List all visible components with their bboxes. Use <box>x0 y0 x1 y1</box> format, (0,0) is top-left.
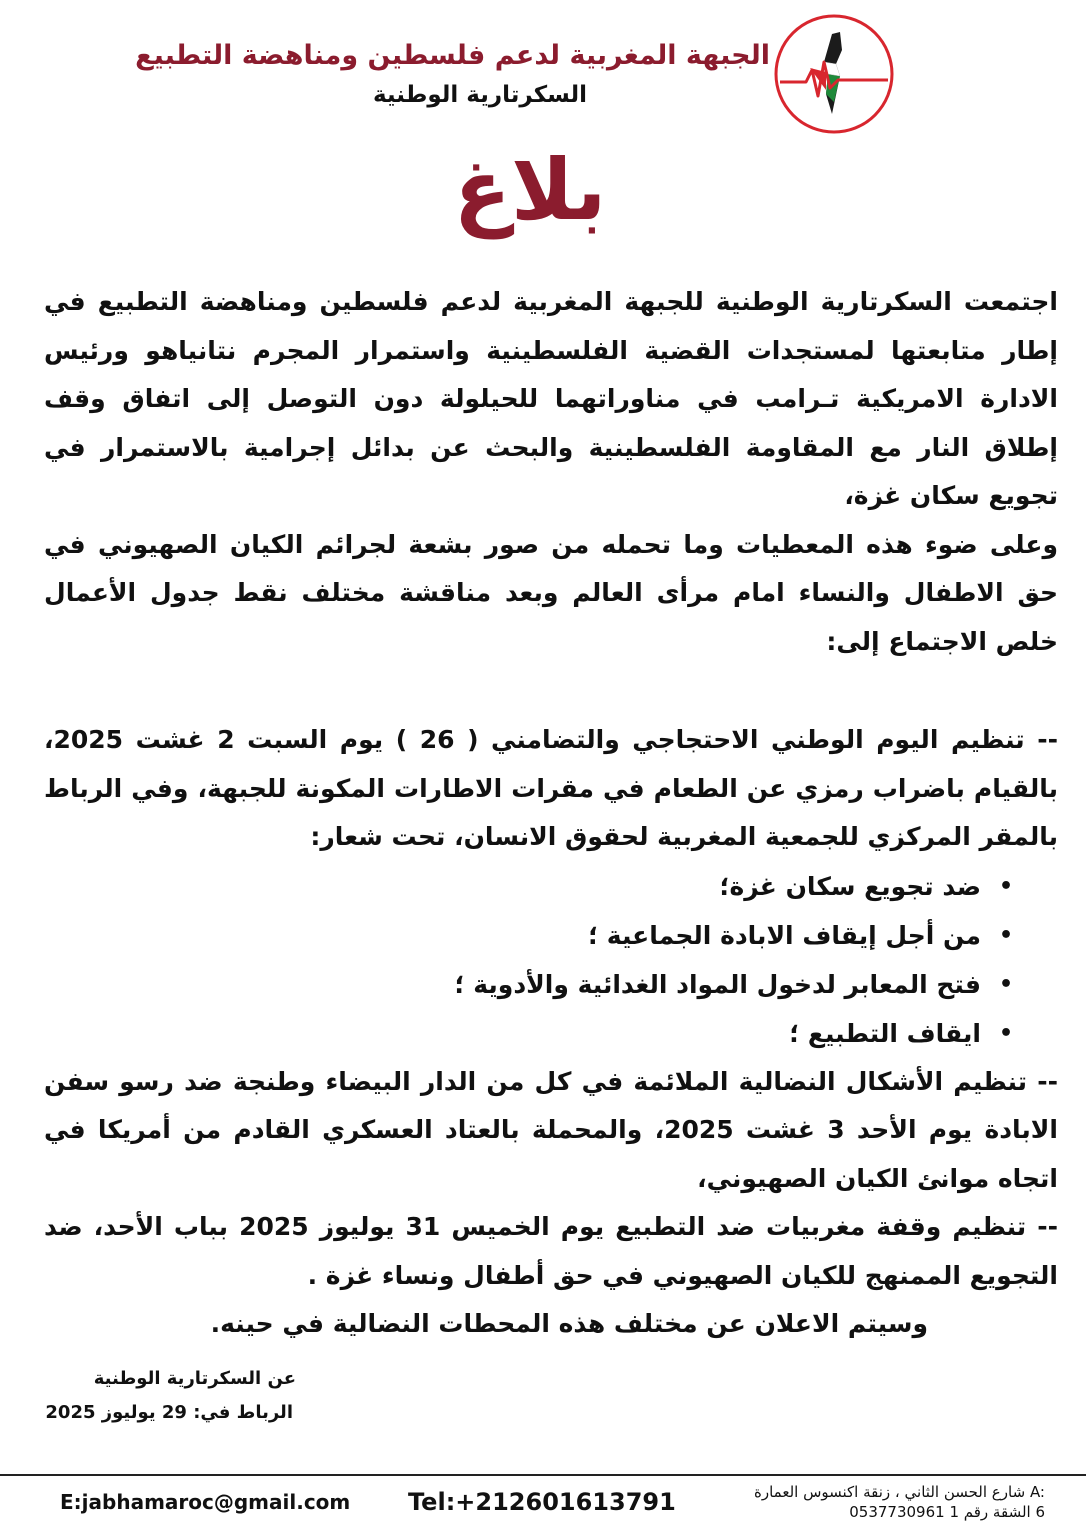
footer-address <box>660 1482 1045 1522</box>
footer-phone[interactable]: Tel:+212601613791 <box>408 1488 676 1516</box>
signature-from: عن السكرتارية الوطنية <box>93 1368 296 1389</box>
bullet-icon: • <box>998 971 1013 997</box>
spacer <box>44 666 1058 716</box>
bullet-icon: • <box>998 873 1013 899</box>
slogan-item: • ايقاف التطبيع ؛ <box>44 1009 1013 1058</box>
closing-statement: وسيتم الاعلان عن مختلف هذه المحطات النضالية في حينه. <box>210 1309 928 1338</box>
slogan-item: • فتح المعابر لدخول المواد الغدائية والأدوية ؛ <box>44 960 1013 1009</box>
decision-item-1: -- تنظيم اليوم الوطني الاحتجاجي والتضامني ( 26 ) يوم السبت 2 غشت 2025، بالقيام باضراب رمزي عن الطعام في مقرات الاطارات المكونة للجبهة، وفي الرباط بالمقر المركزي للجمعية المغربية لحقوق الانسان، تحت شعار: <box>44 725 1059 851</box>
document-title: بلاغ <box>453 141 607 239</box>
slogan-item: • ضد تجويع سكان غزة؛ <box>44 862 1013 911</box>
footer-email[interactable]: E:jabhamaroc@gmail.com <box>60 1490 351 1514</box>
secretariat-heading: السكرتارية الوطنية <box>372 82 588 108</box>
communique-body <box>44 278 1058 1349</box>
bullet-icon: • <box>998 1020 1013 1046</box>
signature-place-date: الرباط في: 29 يوليوز 2025 <box>45 1402 293 1423</box>
decision-item-3: -- تنظيم وقفة مغربيات ضد التطبيع يوم الخميس 31 يوليوز 2025 بباب الأحد، ضد التجويع الممنهج للكيان الصهيوني في حق أطفال ونساء غزة . <box>44 1212 1058 1290</box>
palestine-map-heartbeat-logo <box>770 10 898 138</box>
context-paragraph: وعلى ضوء هذه المعطيات وما تحمله من صور بشعة لجرائم الكيان الصهيوني في حق الاطفال والنساء امام مرأى العالم وبعد مناقشة مختلف نقط جدول الأعمال خلص الاجتماع إلى: <box>44 529 1058 656</box>
footer-divider <box>0 1474 1086 1476</box>
address-prefix: A: <box>1029 1483 1045 1501</box>
slogan-list <box>44 862 1058 1058</box>
address-line-2: 6 الشقة رقم 1 0537730961 <box>849 1503 1045 1521</box>
signature-block <box>36 1362 296 1430</box>
decision-item-2: -- تنظيم الأشكال النضالية الملائمة في كل من الدار البيضاء وطنجة ضد رسو سفن الابادة يوم الأحد 3 غشت 2025، والمحملة بالعتاد العسكري القادم من أمريكا في اتجاه موانئ الكيان الصهيوني، <box>44 1066 1058 1193</box>
address-line-1: A: شارع الحسن الثاني ، زنقة اكنسوس العمارة <box>753 1483 1045 1501</box>
organization-name: الجبهة المغربية لدعم فلسطين ومناهضة التطبيع <box>135 40 770 71</box>
intro-paragraph: اجتمعت السكرتارية الوطنية للجبهة المغربية لدعم فلسطين ومناهضة التطبيع في إطار متابعتها لمستجدات القضية الفلسطينية واستمرار المجرم نتانياهو ورئيس الادارة الامريكية تـرامب في مناوراتهما للحيلولة دون التوصل إلى اتفاق وقف إطلاق النار مع المقاومة الفلسطينية والبحث عن بدائل إجرامية بالاستمرار في تجويع سكان غزة، <box>44 287 1058 510</box>
slogan-item: • من أجل إيقاف الابادة الجماعية ؛ <box>44 911 1013 960</box>
bullet-icon: • <box>998 922 1013 948</box>
